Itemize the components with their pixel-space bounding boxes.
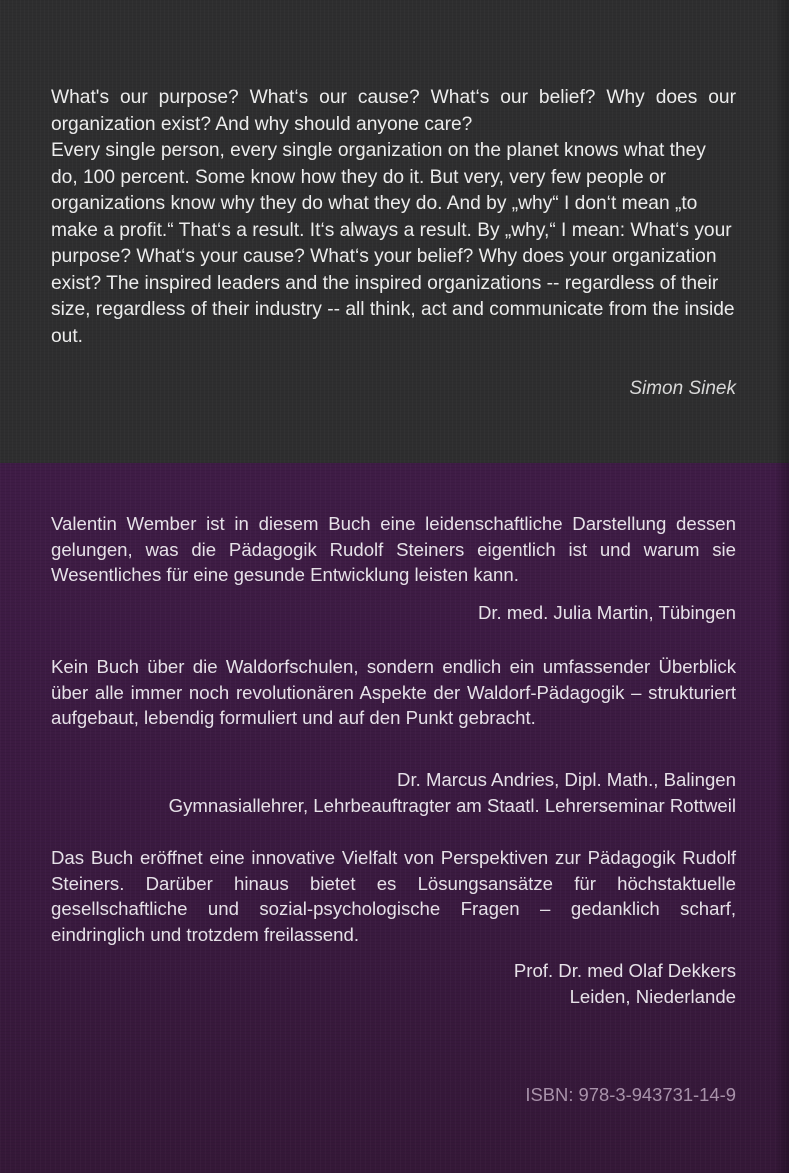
review-2-author: Dr. Marcus Andries, Dipl. Math., Balingen xyxy=(397,769,736,790)
sinek-quote xyxy=(51,85,736,350)
quote-author: Simon Sinek xyxy=(629,378,736,399)
review-attribution-3 xyxy=(514,958,736,1009)
quote-body: Every single person, every single organization on the planet knows what they do, 100 percent. Some know how they do it. But very, very few people or organizations know why they do what they do. And by „why“ I don‘t mean „to make a profit.“ That‘s a result. It‘s always a result. By „why,“ I mean: What‘s your purpose? What‘s your cause? What‘s your belief? Why does your organization exist? The inspired leaders and the inspired organizations -- regardless of their size, regardless of their industry -- all think, act and communicate from the inside out. xyxy=(51,140,735,347)
review-attribution-2 xyxy=(169,767,736,818)
review-text-1: Valentin Wember ist in diesem Buch eine leidenschaftliche Darstellung dessen gelungen, was die Pädagogik Rudolf Steiners eigentlich ist und warum sie Wesentliches für eine gesunde Entwicklung leisten kann. xyxy=(51,513,736,585)
cover-edge-shadow xyxy=(775,0,789,1173)
isbn-number: ISBN: 978-3-943731-14-9 xyxy=(525,1084,736,1105)
review-3-author: Prof. Dr. med Olaf Dekkers xyxy=(513,960,736,981)
review-1-author: Dr. med. Julia Martin, Tübingen xyxy=(477,602,736,623)
review-text-3: Das Buch eröffnet eine innovative Vielfalt von Perspektiven zur Pädagogik Rudolf Steiners. Darüber hinaus bietet es Lösungsansätze für höchstaktuelle gesellschaftliche und sozial-psychologische Fragen – gedanklich scharf, eindringlich und trotzdem freilassend. xyxy=(51,847,736,945)
review-text-2: Kein Buch über die Waldorfschulen, sondern endlich ein umfassender Überblick über alle immer noch revolutionären Aspekte der Waldorf-Pädagogik – strukturiert aufgebaut, lebendig formuliert und auf den Punkt gebracht. xyxy=(51,656,736,728)
review-attribution-1 xyxy=(478,600,736,626)
review-3-location: Leiden, Niederlande xyxy=(569,985,736,1007)
quote-opening: What's our purpose? What‘s our cause? What‘s our belief? Why does our organization exist? And why should anyone care? xyxy=(51,87,736,135)
review-2-affiliation: Gymnasiallehrer, Lehrbeauftragter am Staatl. Lehrerseminar Rottweil xyxy=(168,794,736,816)
